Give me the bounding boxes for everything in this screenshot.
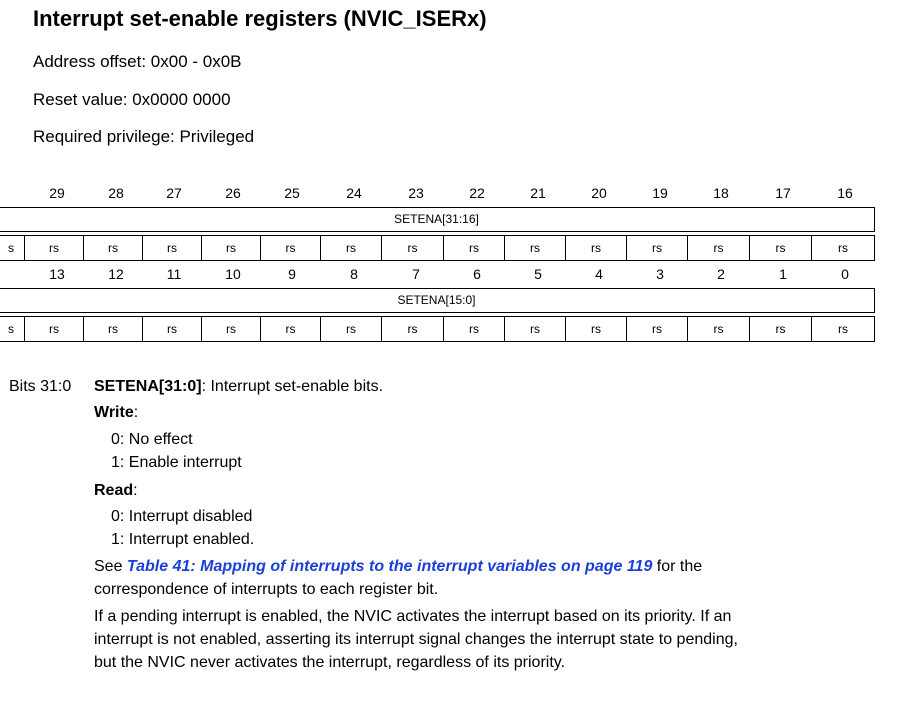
upper-access-row [0,235,875,261]
upper-access-cell: rs [84,235,143,261]
lower-access-cell: rs [25,316,84,342]
read-item-0: 0: Interrupt disabled [111,508,253,525]
upper-access-cell: rs [143,235,202,261]
lower-access-row [0,316,875,342]
lower-access-cell: rs [750,316,812,342]
upper-bit-number: 26 [225,185,241,201]
upper-access-cell: rs [202,235,261,261]
write-item-0: 0: No effect [111,431,193,448]
lower-access-cell: rs [505,316,566,342]
write-item-1: 1: Enable interrupt [111,454,242,471]
upper-field-label: SETENA[31:16] [394,212,479,226]
address-offset: Address offset: 0x00 - 0x0B [33,52,242,71]
lower-bit-number: 5 [534,266,542,282]
upper-access-cell: s [0,235,25,261]
bits-field-description [94,378,383,396]
upper-access-cell: rs [750,235,812,261]
lower-access-cell: rs [321,316,382,342]
write-label: Write [94,404,134,421]
lower-bit-number: 2 [717,266,725,282]
para-line-0: If a pending interrupt is enabled, the NVIC activates the interrupt based on its priority. If an [94,608,732,625]
lower-bit-number: 0 [841,266,849,282]
lower-bit-number: 6 [473,266,481,282]
upper-bit-number: 24 [346,185,362,201]
table-41-link[interactable]: Table 41: Mapping of interrupts to the interrupt variables on page 119 [126,558,653,575]
upper-access-cell: rs [812,235,875,261]
upper-bit-number: 28 [108,185,124,201]
lower-bit-number: 7 [412,266,420,282]
lower-field-box [0,288,875,313]
lower-access-cell: rs [812,316,875,342]
see-line-2: correspondence of interrupts to each register bit. [94,581,439,598]
required-privilege: Required privilege: Privileged [33,127,255,146]
upper-access-cell: rs [688,235,750,261]
see-suffix: for the [652,558,703,575]
read-item-1: 1: Interrupt enabled. [111,531,255,548]
upper-bit-number: 23 [408,185,424,201]
upper-bit-number: 27 [166,185,182,201]
upper-bit-number: 22 [469,185,485,201]
lower-access-cell: rs [143,316,202,342]
lower-bit-number: 12 [108,266,124,282]
write-heading: Write: [94,404,139,421]
reset-value: Reset value: 0x0000 0000 [33,90,231,109]
lower-bit-number [0,264,6,284]
upper-field-box [0,207,875,232]
upper-bit-number: 29 [49,185,65,201]
lower-access-cell: rs [382,316,444,342]
lower-bit-number: 9 [288,266,296,282]
lower-access-cell: s [0,316,25,342]
lower-access-cell: rs [202,316,261,342]
lower-access-cell: rs [566,316,627,342]
upper-bit-number: 20 [591,185,607,201]
upper-access-cell: rs [25,235,84,261]
upper-access-cell: rs [321,235,382,261]
lower-access-cell: rs [261,316,321,342]
lower-bit-number: 4 [595,266,603,282]
upper-bit-number: 17 [775,185,791,201]
see-prefix: See [94,558,127,575]
lower-bit-number: 13 [49,266,65,282]
para-line-2: but the NVIC never activates the interrupt, regardless of its priority. [94,654,566,671]
bits-field-name: SETENA[31:0] [94,378,202,395]
upper-bit-number: 21 [530,185,546,201]
upper-access-cell: rs [382,235,444,261]
upper-access-cell: rs [444,235,505,261]
lower-bit-number: 10 [225,266,241,282]
lower-access-cell: rs [688,316,750,342]
lower-access-cell: rs [444,316,505,342]
upper-access-cell: rs [505,235,566,261]
lower-field-label: SETENA[15:0] [397,293,476,307]
read-label: Read [94,482,134,499]
upper-access-cell: rs [566,235,627,261]
lower-access-cell: rs [627,316,688,342]
upper-bit-number: 19 [652,185,668,201]
bits-range: Bits 31:0 [9,378,72,395]
para-line-1: interrupt is not enabled, asserting its interrupt signal changes the interrupt state to pending, [94,631,738,648]
see-reference [94,558,702,576]
lower-bit-number: 11 [166,266,182,282]
lower-bit-number: 3 [656,266,664,282]
lower-bit-number: 8 [350,266,358,282]
upper-bit-number: 25 [284,185,300,201]
upper-bit-number: 18 [713,185,729,201]
upper-access-cell: rs [261,235,321,261]
upper-access-cell: rs [627,235,688,261]
page-title: Interrupt set-enable registers (NVIC_ISERx) [33,6,487,31]
lower-access-cell: rs [84,316,143,342]
upper-bit-number [0,183,6,203]
upper-bit-number: 16 [837,185,853,201]
read-heading: Read: [94,482,138,499]
lower-bit-number: 1 [779,266,787,282]
bits-field-summary: : Interrupt set-enable bits. [201,378,384,395]
